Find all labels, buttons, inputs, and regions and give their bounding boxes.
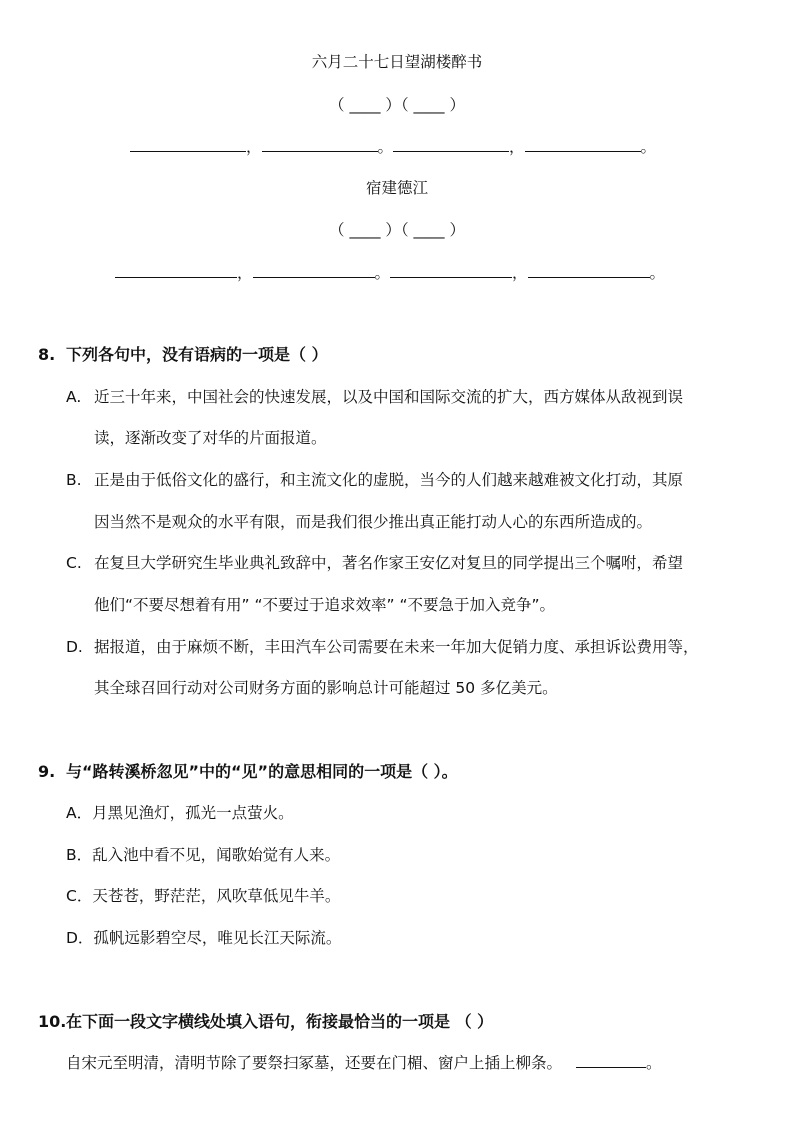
question-8-stem [38,342,328,365]
q8-option-d-cont: 其全球召回行动对公司财务方面的影响总计可能超过 50 多亿美元。 [94,679,558,697]
period: 。 [377,138,394,156]
period: 。 [374,264,391,282]
fill-blank[interactable] [390,263,512,278]
fill-blank[interactable] [393,137,509,152]
comma: ， [246,138,262,156]
option-letter: C. [66,554,82,572]
q9-option-b[interactable]: B．乱入池中看不见，闻歌始觉有人来。 [66,846,341,864]
q8-option-c-cont: 他们“不要尽想着有用” “不要过于追求效率” “不要急于加入竞争”。 [94,596,556,614]
period: 。 [640,138,657,156]
q8-option-a[interactable] [66,385,683,407]
q8-option-b-cont: 因当然不是观众的水平有限，而是我们很少推出真正能打动人心的东西所造成的。 [94,513,653,531]
fill-blank[interactable] [262,137,378,152]
poem-title-1: 六月二十七日望湖楼醉书 [311,53,483,71]
option-letter: B. [66,471,82,489]
question-number: 10. [38,1012,67,1031]
fill-blank[interactable] [115,263,237,278]
passage-text: 自宋元至明清，清明节除了要祭扫冢墓，还要在门楣、窗户上插上柳条。 [66,1054,563,1072]
comma: ， [237,264,253,282]
period: 。 [646,1054,662,1072]
q9-option-a[interactable]: A．月黑见渔灯，孤光一点萤火。 [66,804,294,822]
period: 。 [649,264,666,282]
option-letter: D. [66,638,83,656]
fill-blank[interactable] [130,137,246,152]
q8-option-a-cont: 读，逐渐改变了对华的片面报道。 [94,429,327,447]
question-9-stem [38,759,458,782]
q8-option-b[interactable] [66,468,683,490]
poem-fill-line-1 [130,135,656,157]
option-text: 据报道，由于麻烦不断，丰田汽车公司需要在未来一年加大促销力度、承担诉讼费用等， [94,638,699,656]
option-text: 近三十年来，中国社会的快速发展，以及中国和国际交流的扩大，西方媒体从敌视到误 [94,388,684,406]
fill-blank[interactable] [576,1053,646,1068]
poem-paren-blanks-1: （ ____ ）（ ____ ） [329,96,465,114]
poem-fill-line-2 [115,261,665,283]
fill-blank[interactable] [528,263,650,278]
question-number: 8. [38,345,56,364]
poem-paren-blanks-2: （ ____ ）（ ____ ） [329,221,465,239]
q9-option-c[interactable]: C．天苍苍，野茫茫，风吹草低见牛羊。 [66,887,341,905]
question-text: 下列各句中，没有语病的一项是（ ） [66,345,328,364]
q8-option-d[interactable] [66,635,699,657]
question-text: 与“路转溪桥忽见”中的“见”的意思相同的一项是（ ）。 [66,762,458,781]
q8-option-c[interactable] [66,551,683,573]
option-letter: A. [66,388,82,406]
option-text: 正是由于低俗文化的盛行，和主流文化的虚脱，当今的人们越来越难被文化打动，其原 [94,471,684,489]
comma: ， [512,264,528,282]
question-number: 9. [38,762,56,781]
comma: ， [509,138,525,156]
fill-blank[interactable] [525,137,641,152]
question-10-stem [38,1009,493,1032]
q9-option-d[interactable]: D．孤帆远影碧空尽，唯见长江天际流。 [66,929,342,947]
option-text: 在复旦大学研究生毕业典礼致辞中，著名作家王安亿对复旦的同学提出三个嘱咐，希望 [94,554,684,572]
poem-title-2: 宿建德江 [365,179,428,197]
q10-passage [66,1051,662,1073]
fill-blank[interactable] [253,263,375,278]
question-text: 在下面一段文字横线处填入语句，衔接最恰当的一项是 （ ） [66,1012,494,1031]
